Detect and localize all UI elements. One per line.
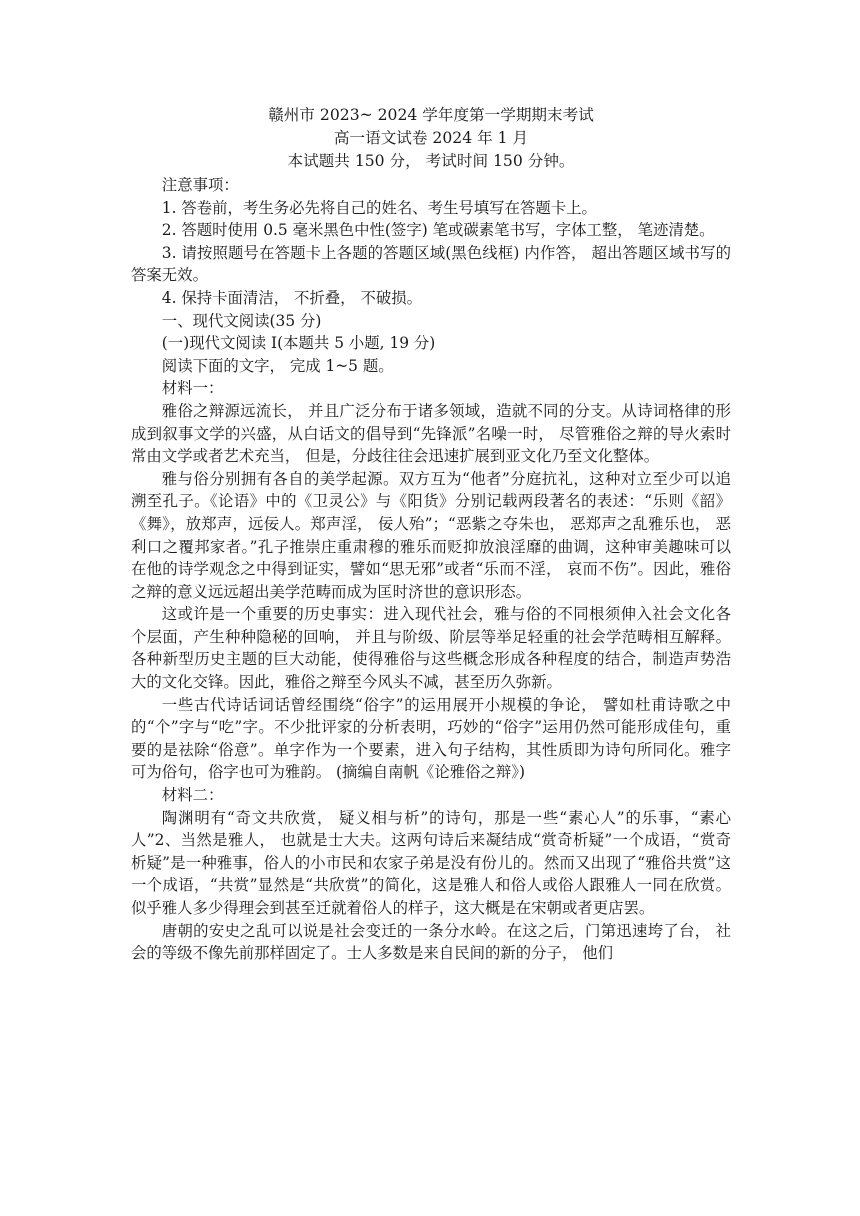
notice-item-2: 2. 答题时使用 0.5 毫米黑色中性(签字) 笔或碳素笔书写，字体工整， 笔迹清楚。 [161,221,715,240]
notice-item-4: 4. 保持卡面清洁， 不折叠， 不破损。 [161,288,423,307]
material-two-paragraph: 陶渊明有“奇文共欣赏， 疑义相与析”的诗句，那是一些“素心人”的乐事，“素心人”2、当然是雅人， 也就是士大夫。这两句诗后来凝结成“赏奇析疑”一个成语，“赏奇析疑”是一种雅事，俗人的小市民和农家子弟是没有份儿的。然而又出现了“雅俗共赏”这一个成语，“共赏”显然是“共欣赏”的简化，这是雅人和俗人或俗人跟雅人一同在欣赏。似乎雅人多少得理会到甚至迁就着俗人的样子，这大概是在宋朝或者更店罢。 [131,808,731,917]
exam-page [131,104,731,965]
reading-instruction: 阅读下面的文字， 完成 1~5 题。 [161,356,394,375]
notice-heading: 注意事项： [161,176,239,194]
material-one-paragraph: 雅与俗分别拥有各自的美学起源。双方互为“他者”分庭抗礼，这种对立至少可以追溯至孔子。《论语》中的《卫灵公》与《阳货》分别记载两段著名的表述：“乐则《韶》《舞》，放郑声，远佞人。郑声淫， 佞人殆”；“恶紫之夺朱也， 恶郑声之乱雅乐也， 恶利口之覆邦家者。”孔子推崇庄重肃穆的雅乐而贬抑放浪淫靡的曲调，这种审美趣味可以在他的诗学观念之中得到证实，譬如“思无邪”或者“乐而不淫， 哀而不伤”。因此，雅俗之辩的意义远远超出美学范畴而成为匡时济世的意识形态。 [131,469,731,601]
material-two-label: 材料二： [161,786,224,805]
material-one-paragraph: 这或许是一个重要的历史事实：进入现代社会，雅与俗的不同根须伸入社会文化各个层面，产生种种隐秘的回响， 并且与阶级、阶层等举足轻重的社会学范畴相互解释。各种新型历史主题的巨大动能，使得雅俗与这些概念形成各种程度的结合，制造声势浩大的文化交锋。因此，雅俗之辩至今风头不减，甚至历久弥新。 [131,605,731,692]
section-subheading: (一)现代文阅读 I(本题共 5 小题, 19 分) [161,334,436,353]
exam-info: 本试题共 150 分， 考试时间 150 分钟。 [287,152,575,170]
notice-item-3: 3. 请按照题号在答题卡上各题的答题区域(黑色线框) 内作答， 超出答题区域书写的答案无效。 [131,243,731,285]
section-heading: 一、现代文阅读(35 分) [161,311,322,330]
exam-title: 赣州市 2023~ 2024 学年度第一学期期末考试 [268,106,594,124]
exam-header [131,104,731,173]
material-one-paragraph: 雅俗之辩源远流长， 并且广泛分布于诸多领域，造就不同的分支。从诗词格律的形成到叙事文学的兴盛，从白话文的倡导到“先锋派”名噪一时， 尽管雅俗之辩的导火索时常由文学或者艺术充当， 但是，分歧往往会迅速扩展到亚文化乃至文化整体。 [131,401,731,466]
notice-item-1: 1. 答卷前，考生务必先将自己的姓名、考生号填写在答题卡上。 [161,198,597,217]
material-one-label: 材料一： [161,379,224,398]
material-two-paragraph: 唐朝的安史之乱可以说是社会变迁的一条分水岭。在这之后，门第迅速垮了台， 社会的等级不像先前那样固定了。士人多数是来自民间的新的分子， 他们 [131,921,731,963]
material-one-paragraph: 一些古代诗话词话曾经围绕“俗字”的运用展开小规模的争论， 譬如杜甫诗歌之中的“个”字与“吃”字。不少批评家的分析表明，巧妙的“俗字”运用仍然可能形成佳句，重要的是祛除“俗意”。单字作为一个要素，进入句子结构，其性质即为诗句所同化。雅字可为俗句，俗字也可为雅韵。 (摘编自南帆《论雅俗之辩》) [131,695,731,782]
exam-subtitle: 高一语文试卷 2024 年 1 月 [333,129,529,147]
